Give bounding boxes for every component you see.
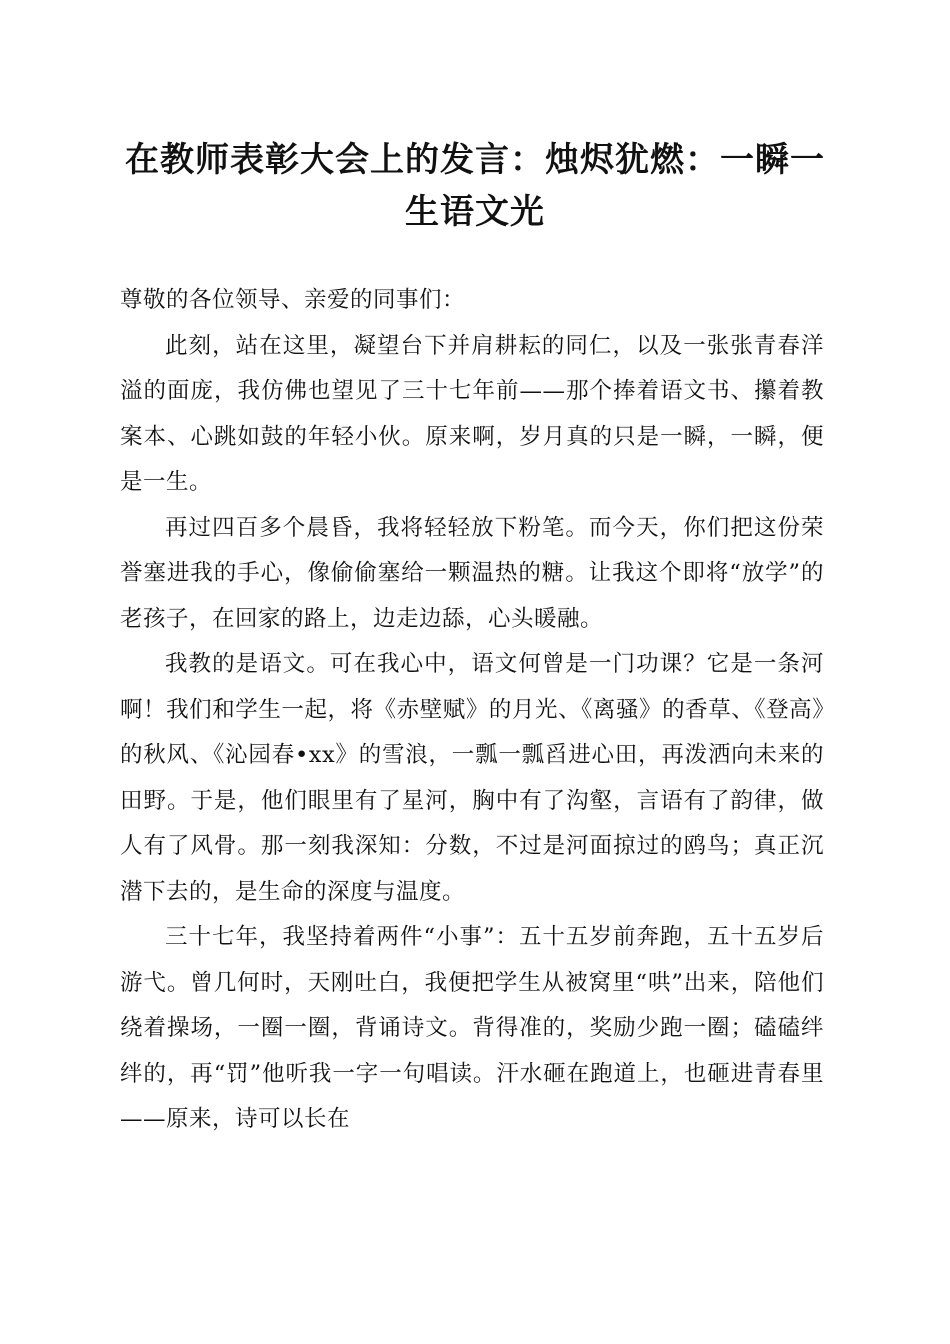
body-paragraph-1: 此刻，站在这里，凝望台下并肩耕耘的同仁，以及一张张青春洋溢的面庞，我仿佛也望见了三十七年前——那个捧着语文书、攥着教案本、心跳如鼓的年轻小伙。原来啊，岁月真的只是一瞬，一瞬，便是一生。: [120, 332, 824, 495]
greeting-line: 尊敬的各位领导、亲爱的同事们：: [120, 287, 466, 313]
document-title: 在教师表彰大会上的发言：烛烬犹燃：一瞬一生语文光: [125, 140, 825, 232]
body-paragraph-4: 三十七年，我坚持着两件“小事”：五十五岁前奔跑，五十五岁后游弋。曾几何时，天刚吐白，我便把学生从被窝里“哄”出来，陪他们绕着操场，一圈一圈，背诵诗文。背得准的，奖励少跑一圈；磕磕绊绊的，再“罚”他听我一字一句唱读。汗水砸在跑道上，也砸进青春里——原来，诗可以长在: [120, 924, 824, 1132]
document-body: [120, 278, 824, 1143]
body-paragraph-2: 再过四百多个晨昏，我将轻轻放下粉笔。而今天，你们把这份荣誉塞进我的手心，像偷偷塞给一颗温热的糖。让我这个即将“放学”的老孩子，在回家的路上，边走边舔，心头暖融。: [120, 514, 824, 632]
body-paragraph-3: 我教的是语文。可在我心中，语文何曾是一门功课？它是一条河啊！我们和学生一起，将《赤壁赋》的月光、《离骚》的香草、《登高》的秋风、《沁园春•xx》的雪浪，一瓢一瓢舀进心田，再泼洒向未来的田野。于是，他们眼里有了星河，胸中有了沟壑，言语有了韵律，做人有了风骨。那一刻我深知：分数，不过是河面掠过的鸥鸟；真正沉潜下去的，是生命的深度与温度。: [120, 651, 824, 905]
